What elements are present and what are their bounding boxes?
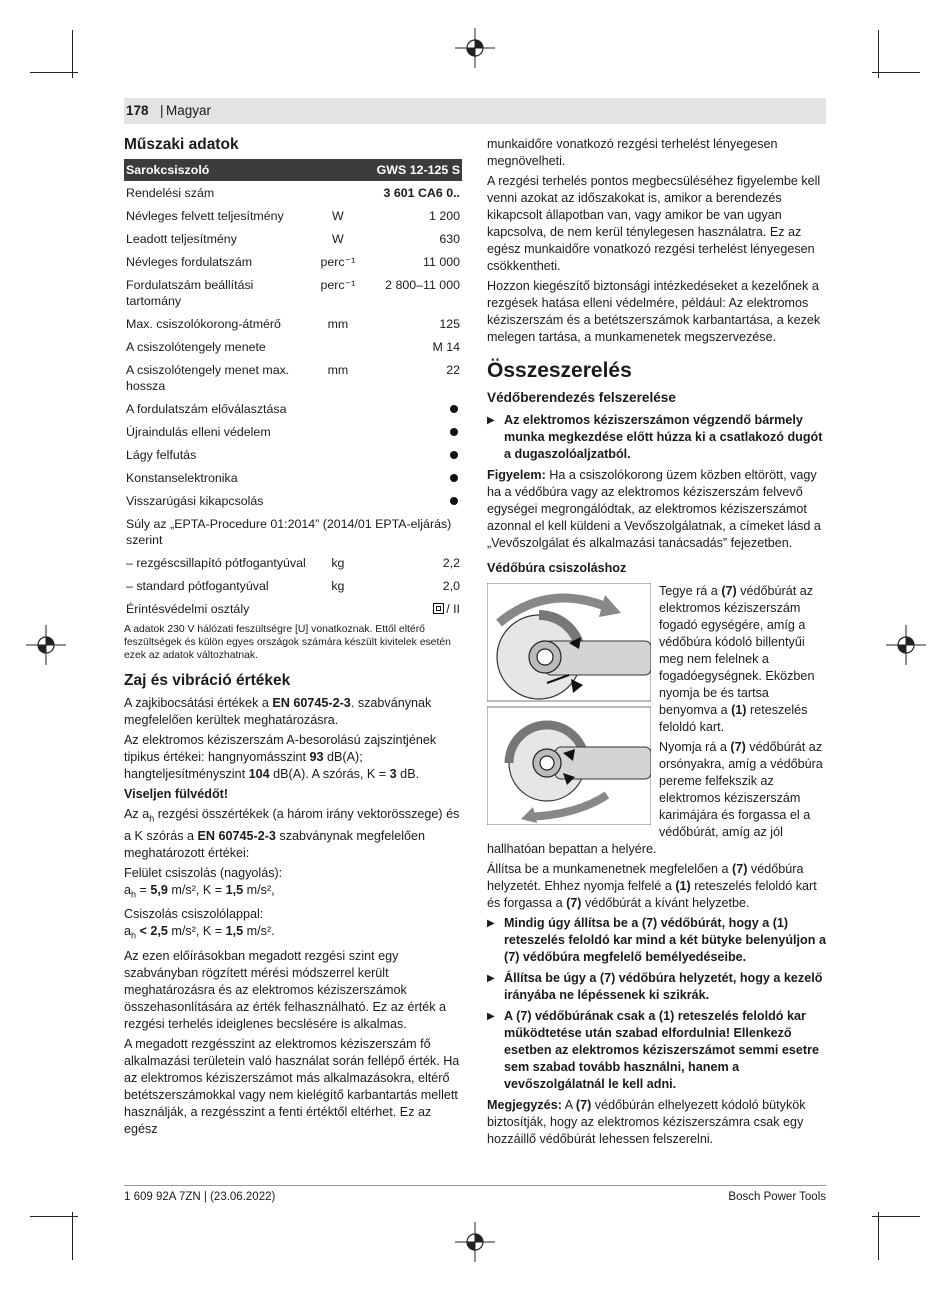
spec-row [124, 313, 462, 336]
assembly-title: Összeszerelés [487, 359, 632, 382]
crop-mark-bottom-right-v [878, 1212, 879, 1260]
header-separator: | [160, 103, 164, 118]
sanding-label: Csiszolás csiszolólappal: [124, 907, 264, 922]
crop-mark-top-left-h [30, 72, 78, 73]
spec-unit [312, 182, 364, 205]
vibration-level-paragraph-1: Az ezen előírásokban megadott rezgési szint egy szabványban rögzített mérési módszerrel került meghatározásra és az elektromos kéziszerszámok összehasonlítására az érték felhasználható. Ez az érték a rezgési terhelés ideiglenes becslésére is alkalmas. [124, 948, 447, 1031]
spec-header-cell: GWS 12-125 S [364, 159, 462, 182]
spec-value: 630 [364, 228, 462, 251]
spec-value [364, 444, 462, 467]
registration-target-top [455, 28, 495, 68]
spec-value [364, 398, 462, 421]
feature-dot-icon [450, 474, 458, 482]
spec-label: Lágy felfutás [124, 444, 312, 467]
spec-label: Súly az „EPTA-Procedure 01:2014” (2014/01 EPTA-eljárás) szerint [124, 513, 462, 552]
registration-target-right [886, 625, 926, 665]
spec-unit: kg [312, 575, 364, 598]
spec-header-cell [312, 159, 364, 182]
spec-label: Újraindulás elleni védelem [124, 421, 312, 444]
spec-label: Névleges felvett teljesítmény [124, 205, 312, 228]
spec-unit [312, 421, 364, 444]
spec-label: A csiszolótengely menete [124, 336, 312, 359]
spec-unit: perc⁻¹ [312, 251, 364, 274]
spec-row [124, 336, 462, 359]
spec-label: Visszarúgási kikapcsolás [124, 490, 312, 513]
spec-value: 2,0 [364, 575, 462, 598]
spec-value: / II [364, 598, 462, 621]
spec-row [124, 598, 462, 621]
spec-label: Rendelési szám [124, 182, 312, 205]
spec-label: Érintésvédelmi osztály [124, 598, 312, 621]
bullet-guard-rotation: ▶ A (7) védőbúrának csak a (1) reteszelés feloldó kar működtetése után szabad elfordulnia! Ellenkező esetben az elektromos kéziszerszámot semmi esetre sem szabad tovább használni, hanem a vevőszolgálatnál le kell adni. [487, 1008, 827, 1093]
tech-data-title: Műszaki adatok [124, 136, 239, 153]
feature-dot-icon [450, 451, 458, 459]
guard-mounting-illustration [487, 583, 651, 825]
page-number: 178 [126, 103, 149, 118]
noise-paragraph-1: A zajkibocsátási értékek a EN 60745-2-3. szabványnak megfelelően kerültek meghatározásra. [124, 696, 432, 727]
surface-grinding-label: Felület csiszolás (nagyolás): [124, 865, 283, 880]
spec-row [124, 513, 462, 552]
spec-unit: mm [312, 313, 364, 336]
spec-value [364, 467, 462, 490]
spec-row [124, 359, 462, 398]
registration-target-bottom [455, 1222, 495, 1262]
safety-bullets-1 [487, 412, 827, 463]
spec-row [124, 490, 462, 513]
vibration-continuation-3: Hozzon kiegészítő biztonsági intézkedéseket a kezelőnek a rezgések hatása elleni védelmére, például: Az elektromos kéziszerszám és a betétszerszámok karbantartása, a kezek melegen tartása, a munkamenetek megszervezése. [487, 279, 821, 344]
spec-label: A csiszolótengely menet max. hossza [124, 359, 312, 398]
crop-mark-top-right-h [872, 72, 920, 73]
header-language: Magyar [166, 103, 212, 118]
crop-mark-bottom-right-h [872, 1216, 920, 1217]
spec-note: A adatok 230 V hálózati feszültségre [U] vonatkoznak. Ettől eltérő feszültségek és külön egyes országok számára készült kivitelek esetén ezek az adatok változhatnak. [124, 624, 451, 661]
spec-unit: W [312, 205, 364, 228]
spec-unit: kg [312, 552, 364, 575]
feature-dot-icon [450, 497, 458, 505]
bullet-unplug: ▶ Az elektromos kéziszerszámon végzendő bármely munka megkezdése előtt húzza ki a csatlakozó dugót a dugaszolóaljzatból. [487, 412, 827, 463]
crop-mark-bottom-left-v [72, 1212, 73, 1260]
guard-section-title: Védőberendezés felszerelése [487, 390, 676, 405]
spec-unit [312, 598, 364, 621]
footer-document-id: 1 609 92A 7ZN | (23.06.2022) [124, 1191, 276, 1203]
spec-label: Konstanselektronika [124, 467, 312, 490]
spec-label: Max. csiszolókorong-átmérő [124, 313, 312, 336]
spec-label: A fordulatszám előválasztása [124, 398, 312, 421]
spec-value: 3 601 CA6 0.. [364, 182, 462, 205]
protection-class-icon [433, 603, 444, 614]
vibration-level-paragraph-2: A megadott rezgésszint az elektromos kéziszerszám fő alkalmazási területein való használat során fellépő érték. Ha az elektromos kéziszerszámot más alkalmazásokra, eltérő betétszerszámokkal vagy nem kielégítő karbantartás mellett használják, a rezgésszint a fenti értéktől eltérhet. Ez az egész [124, 1036, 460, 1136]
spec-row [124, 444, 462, 467]
spec-value: 125 [364, 313, 462, 336]
vibration-paragraph: Az $a_h$ rezgési összértékek (a három irány vektorösszege) és a K szórás a EN 60745-2-3 szabványnak megfelelően meghatározott értékei: [124, 807, 460, 860]
spec-row [124, 251, 462, 274]
footer-brand: Bosch Power Tools [728, 1191, 826, 1203]
spec-row [124, 398, 462, 421]
spec-unit [312, 444, 364, 467]
surface-grinding-values: $a_h = 5,9$ m/s², K = 1,5 m/s², [124, 882, 275, 900]
spec-value: 2,2 [364, 552, 462, 575]
ear-protection-warning: Viseljen fülvédőt! [124, 787, 229, 801]
spec-row [124, 228, 462, 251]
crop-mark-bottom-left-h [30, 1216, 78, 1217]
spec-table [124, 159, 462, 621]
footer-divider [124, 1185, 826, 1186]
spec-unit: perc⁻¹ [312, 274, 364, 313]
feature-dot-icon [450, 428, 458, 436]
spec-value [364, 490, 462, 513]
bullet-guard-position: ▶ Mindig úgy állítsa be a (7) védőbúrát, hogy a (1) reteszelés feloldó kar mind a két bütyke belenyúljon a (7) védőbúra megfelelő bemélyedéseibe. [487, 915, 827, 966]
right-column [487, 136, 827, 1151]
spec-row [124, 421, 462, 444]
spec-unit [312, 398, 364, 421]
attention-paragraph: Figyelem: Ha a csiszolókorong üzem közben eltörött, vagy ha a védőbúra vagy az elektromos kéziszerszám felvevő egységei megrongálódtak, az elektromos kéziszerszámot azonnal el kell küldeni a Vevőszolgálatnak, a címeket lásd a „Vevőszolgálat és alkalmazási tanácsadás” fejezetben. [487, 468, 821, 550]
registration-target-left [26, 625, 66, 665]
figure-paragraph-2: Nyomja rá a (7) védőbúrát az orsónyakra, amíg a védőbúra pereme felfekszik az elektromos kéziszerszám karimájára és forgassa el a védőbúrát, amíg az jól hallhatóan bepattan a helyére. [487, 740, 823, 856]
spec-row [124, 274, 462, 313]
safety-bullets-2 [487, 915, 827, 1093]
vibration-continuation-1: munkaidőre vonatkozó rezgési terhelést lényegesen megnövelheti. [487, 137, 778, 168]
spec-table-header [124, 159, 462, 182]
figure-paragraph-3: Állítsa be a munkamenetnek megfelelően a (7) védőbúra helyzetét. Ehhez nyomja felfelé a (1) reteszelés feloldó kart és forgassa a (7) védőbúrát a kívánt helyzetbe. [487, 862, 817, 910]
noise-title: Zaj és vibráció értékek [124, 672, 291, 689]
spec-unit [312, 467, 364, 490]
spec-unit: W [312, 228, 364, 251]
spec-row [124, 575, 462, 598]
feature-dot-icon [450, 405, 458, 413]
spec-header-cell: Sarokcsiszoló [124, 159, 312, 182]
spec-label: Leadott teljesítmény [124, 228, 312, 251]
spec-value: M 14 [364, 336, 462, 359]
spec-value: 22 [364, 359, 462, 398]
sanding-values: $a_h < 2,5$ m/s², K = 1,5 m/s². [124, 924, 275, 941]
guard-figure-title: Védőbúra csiszoláshoz [487, 561, 627, 575]
noise-paragraph-2: Az elektromos kéziszerszám A-besorolású zajszintjének tipikus értékei: hangnyomásszint 93 dB(A); hangteljesítményszint 104 dB(A). A szórás, K = 3 dB. [124, 733, 437, 781]
spec-value [364, 421, 462, 444]
spec-value: 1 200 [364, 205, 462, 228]
page-header [124, 98, 826, 124]
spec-row [124, 552, 462, 575]
figure-paragraph-1: Tegye rá a (7) védőbúrát az elektromos kéziszerszám fogadó egységére, amíg a védőbúra kódoló billentyűi meg nem felelnek a fogadóegységnek. Eközben nyomja be és tartsa benyomva a (1) reteszelés feloldó kart. [659, 584, 815, 734]
spec-row [124, 205, 462, 228]
crop-mark-top-left-v [72, 30, 73, 78]
vibration-continuation-2: A rezgési terhelés pontos megbecsüléséhez figyelembe kell venni azokat az időszakokat is, amikor a berendezés kikapcsolt állapotban van, vagy amikor be van ugyan kapcsolva, de nem kerül ténylegesen használatra. Ez az egész munkaidőre vonatkozó rezgési terhelést lényegesen csökkentheti. [487, 174, 821, 273]
spec-value: 11 000 [364, 251, 462, 274]
spec-label: – standard pótfogantyúval [124, 575, 312, 598]
spec-unit [312, 490, 364, 513]
spec-unit [312, 336, 364, 359]
spec-row [124, 182, 462, 205]
left-column [124, 136, 462, 1141]
bullet-sparks: ▶ Állítsa be úgy a (7) védőbúra helyzetét, hogy a kezelő irányába ne lépéssenek ki szikrák. [487, 970, 827, 1004]
spec-value: 2 800–11 000 [364, 274, 462, 313]
crop-mark-top-right-v [878, 30, 879, 78]
spec-row [124, 467, 462, 490]
spec-label: Fordulatszám beállítási tartomány [124, 274, 312, 313]
spec-unit: mm [312, 359, 364, 398]
spec-label: Névleges fordulatszám [124, 251, 312, 274]
spec-label: – rezgéscsillapító pótfogantyúval [124, 552, 312, 575]
remark-paragraph: Megjegyzés: A (7) védőbúrán elhelyezett kódoló bütykök biztosítják, hogy az elektromos kéziszerszámra csak egy hozzáillő védőbúrát lehessen felszerelni. [487, 1098, 806, 1146]
